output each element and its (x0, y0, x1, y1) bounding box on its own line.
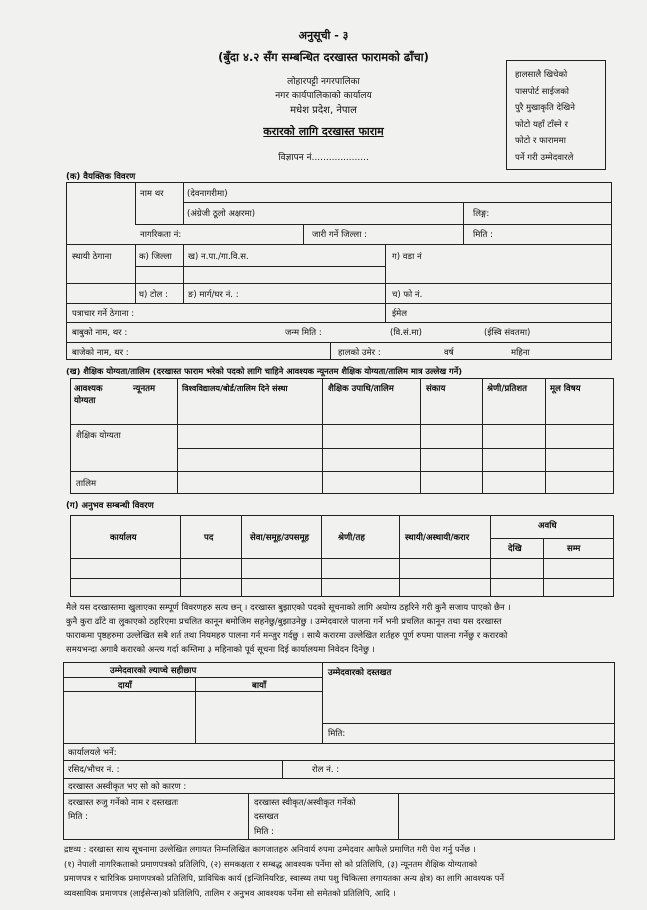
age-year-label: वर्ष (444, 348, 454, 358)
col-faculty: संकाय (426, 384, 446, 394)
col-period: अवधि (538, 521, 557, 531)
col-post: पद (204, 533, 214, 543)
col-service: सेवा/समूह/उपसमूह (250, 533, 310, 543)
photo-instruction-line: पर्ने गरी उम्मेदवारले (515, 152, 574, 163)
left-thumb-box[interactable] (196, 692, 321, 743)
row-education: शैक्षिक योग्यता (76, 431, 121, 441)
roll-number-field[interactable]: रोल नं. : (312, 765, 340, 775)
municipality-field[interactable]: ख) न.पा./गा.वि.स. (188, 252, 249, 262)
approver-date-field[interactable]: मिति : (254, 827, 274, 837)
issued-district-field[interactable]: जारी गर्ने जिल्ला : (312, 230, 367, 240)
col-major: मूल विषय (550, 384, 581, 394)
office-name: लोहारपट्टी नगरपालिका (287, 77, 360, 87)
photo-instruction-line: फोटो यहाँ टाँस्ने र (515, 119, 568, 130)
education-table (70, 378, 614, 494)
notice-number[interactable]: विज्ञापन नं.................... (278, 153, 369, 163)
name-label: नाम थर (140, 189, 164, 199)
office-use-table (63, 744, 615, 840)
phone-field[interactable]: च) फो नं. (392, 290, 423, 300)
thumbprint-label: उम्मेदवारको ल्याप्चे सहीछाप (110, 666, 197, 676)
citizenship-date-field[interactable]: मिति : (473, 230, 493, 240)
col-degree: शैक्षिक उपाधि/तालिम (328, 384, 394, 394)
col-office: कार्यालय (110, 533, 137, 543)
gender-field[interactable]: लिङ्ग: (473, 209, 490, 219)
candidate-signature-label[interactable]: उम्मेदवारको दस्तखत (328, 668, 392, 678)
tole-field[interactable]: घ) टोल : (139, 290, 168, 300)
col-institution: विश्वविद्यालय/बोर्ड/तालिम दिने संस्था (182, 384, 288, 393)
right-thumb-box[interactable] (64, 692, 194, 743)
schedule-title: अनुसूची - ३ (298, 29, 349, 42)
district-field[interactable]: क) जिल्ला (139, 252, 172, 262)
ward-field[interactable]: ग) वडा नं (392, 252, 422, 262)
father-name-field[interactable]: बाबुको नाम, थर : (72, 328, 128, 338)
verifier-date-field[interactable]: मिति : (68, 812, 88, 822)
road-field[interactable]: ङ) मार्ग/घर नं. : (188, 290, 239, 300)
office-location: मधेश प्रदेश, नेपाल (290, 105, 357, 116)
dob-ad-field[interactable]: (ईस्वि संवतमा) (484, 328, 531, 338)
form-title: करारको लागि दरखास्त फाराम (263, 125, 384, 138)
permanent-address-label: स्थायी ठेगाना (72, 252, 112, 262)
photo-instruction-line: फोटो र फाराममा (515, 136, 566, 146)
col-to: सम्म (567, 544, 581, 554)
col-type: स्थायी/अस्थायी/करार (405, 533, 470, 543)
receipt-field[interactable]: रसिद/भौचर नं. : (68, 765, 120, 775)
rejection-reason-field[interactable]: दरखास्त अस्वीकृत भए सो को कारण : (68, 782, 187, 792)
col-required-2: न्यूनतम (133, 384, 156, 394)
col-division: श्रेणी/प्रतिशत (487, 384, 527, 394)
approver-field[interactable]: दरखास्त स्वीकृत/अस्वीकृत गर्नेको (254, 798, 356, 808)
col-required-1: आवश्यक (74, 384, 103, 394)
declaration-text: मैले यस दरखास्तमा खुलाएका सम्पूर्ण विवरणहरु सत्य छन् । दरखास्त बुझाएको पदको सूचनाको लागि अयोग्य ठहरिने गरी कुनै सजाय पाएको छैन । कुनै कुरा ढाँटे वा लुकाएको ठहरिएमा प्रचलित कानून बमोजिम सहनेछु/बुझाउनेछु । उम्मेदवारले पालना गर्ने भनी प्रचलित कानून तथा यस दरखास्त फाराकमा पृष्ठहरुमा उल्लेखित सबै शर्त तथा नियमहरु पालना गर्न मन्जुर गर्दछु । साथै करारमा उल्लेखित शर्तहरु पूर्ण रुपमा पालना गर्नेछु र करारको समयभन्दा अगावै करारको अन्त्य गर्दा कम्तिमा ३ महिनाको पूर्व सूचना दिई कार्यालयमा निवेदन दिनेछु । (66, 603, 511, 655)
row-training: तालिम (76, 479, 97, 489)
experience-table (70, 515, 614, 597)
age-month-label: महिना (511, 348, 530, 358)
personal-heading: (क) वैयक्तिक विवरण (66, 172, 136, 182)
col-level: श्रेणी/तह (338, 533, 365, 543)
photo-instruction-line: हालसालै खिचेको (515, 70, 568, 80)
citizenship-field[interactable]: नागरिकता नं: (140, 230, 182, 240)
dob-bs-field[interactable]: (वि.सं.मा) (390, 328, 422, 338)
approver-sign-label: दस्तखत (254, 812, 279, 822)
verifier-field[interactable]: दरखास्त रुजु गर्नेको नाम र दस्तखतः (68, 798, 179, 808)
col-required-3: योग्यता (74, 396, 96, 406)
photo-box[interactable] (506, 60, 606, 170)
form-subtitle: (बुँदा ४.२ सँग सम्बन्धित दरखास्त फारामको ढाँचा) (218, 50, 429, 64)
email-field[interactable]: ईमेल (392, 309, 408, 319)
devanagari-label: (देवनागरीमा) (187, 189, 228, 199)
photo-instruction-line: पासपोर्ट साईजको (515, 86, 569, 97)
signature-date-field[interactable]: मिति: (328, 729, 346, 739)
education-heading: (ख) शैक्षिक योग्यता/तालिम (दरखास्त फाराम भरेको पदको लागि चाहिने आवश्यक न्यूनतम शैक्षिक योग्यता/तालिम मात्र उल्लेख गर्ने) (66, 366, 463, 376)
col-from: देखि (508, 544, 522, 554)
grandfather-name-field[interactable]: बाजेको नाम, थर : (72, 348, 129, 358)
office-name-2: नगर कार्यपालिकाको कार्यालय (275, 91, 372, 101)
experience-heading: (ग) अनुभव सम्बन्धी विवरण (66, 501, 154, 511)
office-fill-label: कार्यालयले भर्ने: (68, 748, 117, 758)
photo-instruction-line: पुरै मुखाकृति देखिने (515, 103, 575, 113)
age-label: हालको उमेर : (338, 348, 381, 358)
english-label: (अंग्रेजी ठूलो अक्षरमा) (187, 209, 256, 219)
footnote-text: द्रष्टव्य : दरखास्त साथ सूचनामा उल्लेखित लगायत निम्नलिखित कागजातहरु अनिवार्य रुपमा उम्मेदवार आफैले प्रमाणित गरी पेश गर्नु पर्नेछ । (१) नेपाली नागरिकताको प्रमाणपत्रको प्रतिलिपि, (२) समकक्षता र सम्बद्ध आवश्यक पर्नेमा सो को प्रतिलिपि, (३) न्यूनतम शैक्षिक योग्यताको प्रमाणपत्र र चारित्रिक प्रमाणपत्रको प्रतिलिपि, प्राविधिक कार्य (इन्जिनियरिङ, स्वास्थ्य तथा पशु चिकित्सा लगायतका अन्य क्षेत्र) का लागि आवश्यक पर्ने व्यवसायिक प्रमाणपत्र (लाईसेन्स)को प्रतिलिपि, तालिम र अनुभव आवश्यक पर्नेमा सो समेतको प्रतिलिपि, आदि । (64, 844, 505, 898)
dob-label: जन्म मिति : (285, 328, 322, 338)
correspondence-field[interactable]: पत्राचार गर्ने ठेगाना : (72, 309, 135, 319)
left-thumb-label: बायाँ (252, 681, 267, 691)
right-thumb-label: दायाँ (118, 681, 132, 691)
